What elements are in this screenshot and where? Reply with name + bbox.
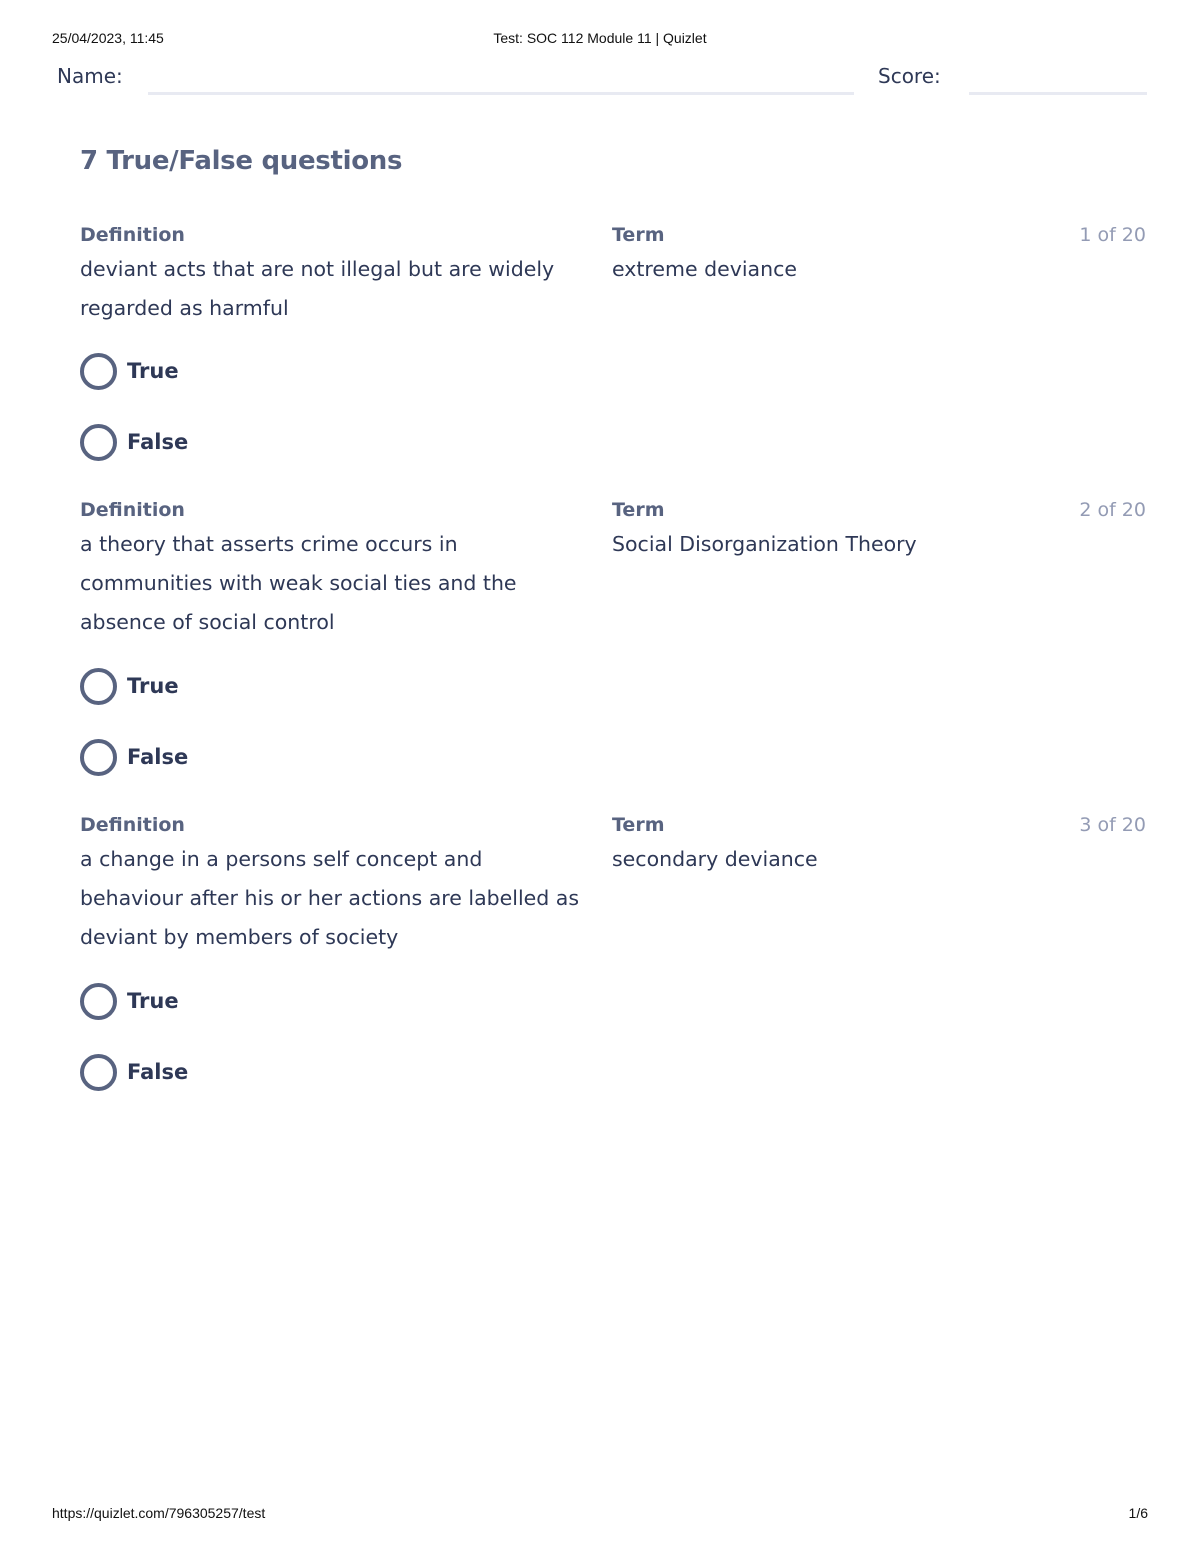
question-counter: 1 of 20: [1079, 224, 1146, 246]
true-option[interactable]: [80, 667, 179, 705]
true-label: True: [127, 989, 179, 1013]
score-label: Score:: [878, 64, 941, 88]
name-score-row: [57, 62, 1147, 98]
true-label: True: [127, 359, 179, 383]
term-text: secondary deviance: [612, 847, 818, 871]
true-option[interactable]: [80, 352, 179, 390]
true-option[interactable]: [80, 982, 179, 1020]
term-text: Social Disorganization Theory: [612, 532, 917, 556]
radio-circle-icon[interactable]: [80, 739, 117, 776]
definition-text: deviant acts that are not illegal but are widely regarded as harmful: [80, 257, 555, 320]
term-label: Term: [612, 814, 665, 836]
radio-circle-icon[interactable]: [80, 424, 117, 461]
page-number: 1/6: [1128, 1505, 1148, 1521]
print-header: [52, 30, 1148, 48]
radio-circle-icon[interactable]: [80, 1054, 117, 1091]
question-counter: 2 of 20: [1079, 499, 1146, 521]
false-label: False: [127, 1060, 189, 1084]
radio-circle-icon[interactable]: [80, 668, 117, 705]
term-text: extreme deviance: [612, 257, 798, 281]
name-field-line: [148, 92, 854, 95]
false-label: False: [127, 430, 189, 454]
false-option[interactable]: [80, 423, 188, 461]
page-url: https://quizlet.com/796305257/test: [52, 1505, 266, 1521]
radio-circle-icon[interactable]: [80, 983, 117, 1020]
definition-label: Definition: [80, 224, 185, 246]
name-label: Name:: [57, 64, 123, 88]
score-field-line: [969, 92, 1147, 95]
definition-text: a theory that asserts crime occurs in communities with weak social ties and the absence of social control: [80, 532, 517, 634]
term-label: Term: [612, 499, 665, 521]
true-label: True: [127, 674, 179, 698]
false-option[interactable]: [80, 1053, 188, 1091]
print-footer: [52, 1505, 1148, 1523]
section-title: 7 True/False questions: [80, 146, 403, 176]
question-counter: 3 of 20: [1079, 814, 1146, 836]
false-label: False: [127, 745, 189, 769]
definition-label: Definition: [80, 814, 185, 836]
term-label: Term: [612, 224, 665, 246]
false-option[interactable]: [80, 738, 188, 776]
print-datetime: 25/04/2023, 11:45: [52, 30, 164, 46]
definition-label: Definition: [80, 499, 185, 521]
definition-text: a change in a persons self concept and behaviour after his or her actions are labelled as deviant by members of society: [80, 847, 580, 949]
radio-circle-icon[interactable]: [80, 353, 117, 390]
print-page-title: Test: SOC 112 Module 11 | Quizlet: [493, 30, 707, 46]
